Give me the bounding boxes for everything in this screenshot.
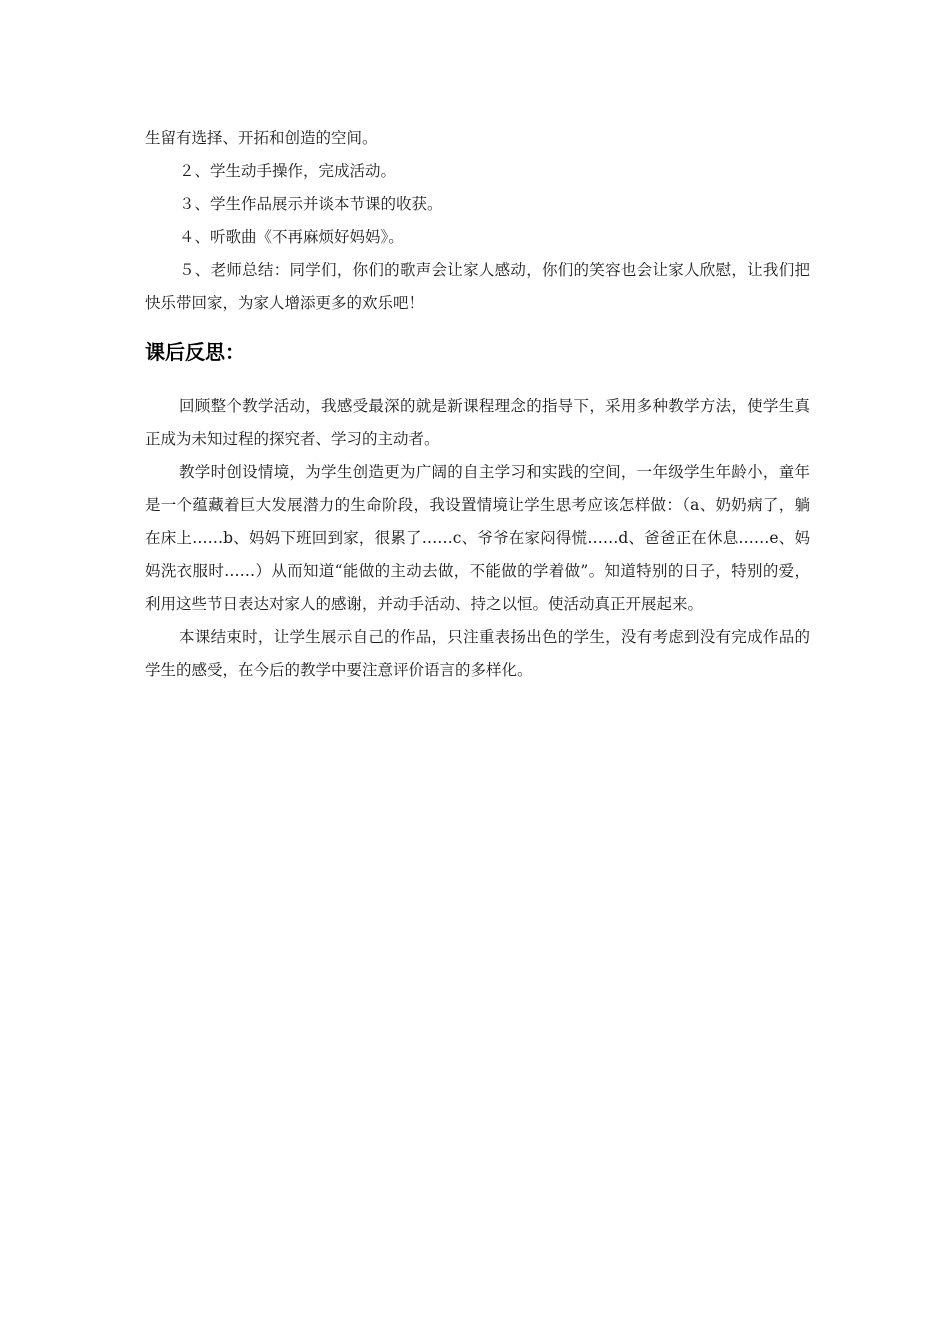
step-2-paragraph: ２、学生动手操作，完成活动。 (179, 162, 397, 180)
reflection-paragraph-1: 回顾整个教学活动，我感受最深的就是新课程理念的指导下，采用多种教学方法，使学生真正成为未知过程的探究者、学习的主动者。 (145, 397, 810, 448)
reflection-paragraph-2: 教学时创设情境，为学生创造更为广阔的自主学习和实践的空间，一年级学生年龄小，童年是一个蕴藏着巨大发展潜力的生命阶段，我设置情境让学生思考应该怎样做：（a、奶奶病了，躺在床上……b、妈妈下班回到家，很累了……c、爷爷在家闷得慌……d、爸爸正在休息……e、妈妈洗衣服时……）从而知道“能做的主动去做，不能做的学着做”。知道特别的日子，特别的爱，利用这些节日表达对家人的感谢，并动手活动、持之以恒。使活动真正开展起来。 (145, 463, 810, 613)
document-body (145, 122, 810, 687)
continued-paragraph: 生留有选择、开拓和创造的空间。 (145, 129, 378, 147)
reflection-heading: 课后反思： (145, 340, 245, 364)
step-4-paragraph: ４、听歌曲《不再麻烦好妈妈》。 (179, 228, 404, 246)
step-5-paragraph: ５、老师总结：同学们，你们的歌声会让家人感动，你们的笑容也会让家人欣慰，让我们把快乐带回家，为家人增添更多的欢乐吧！ (145, 261, 810, 312)
reflection-paragraph-3: 本课结束时，让学生展示自己的作品，只注重表扬出色的学生，没有考虑到没有完成作品的学生的感受，在今后的教学中要注意评价语言的多样化。 (145, 628, 810, 679)
step-3-paragraph: ３、学生作品展示并谈本节课的收获。 (179, 195, 443, 213)
